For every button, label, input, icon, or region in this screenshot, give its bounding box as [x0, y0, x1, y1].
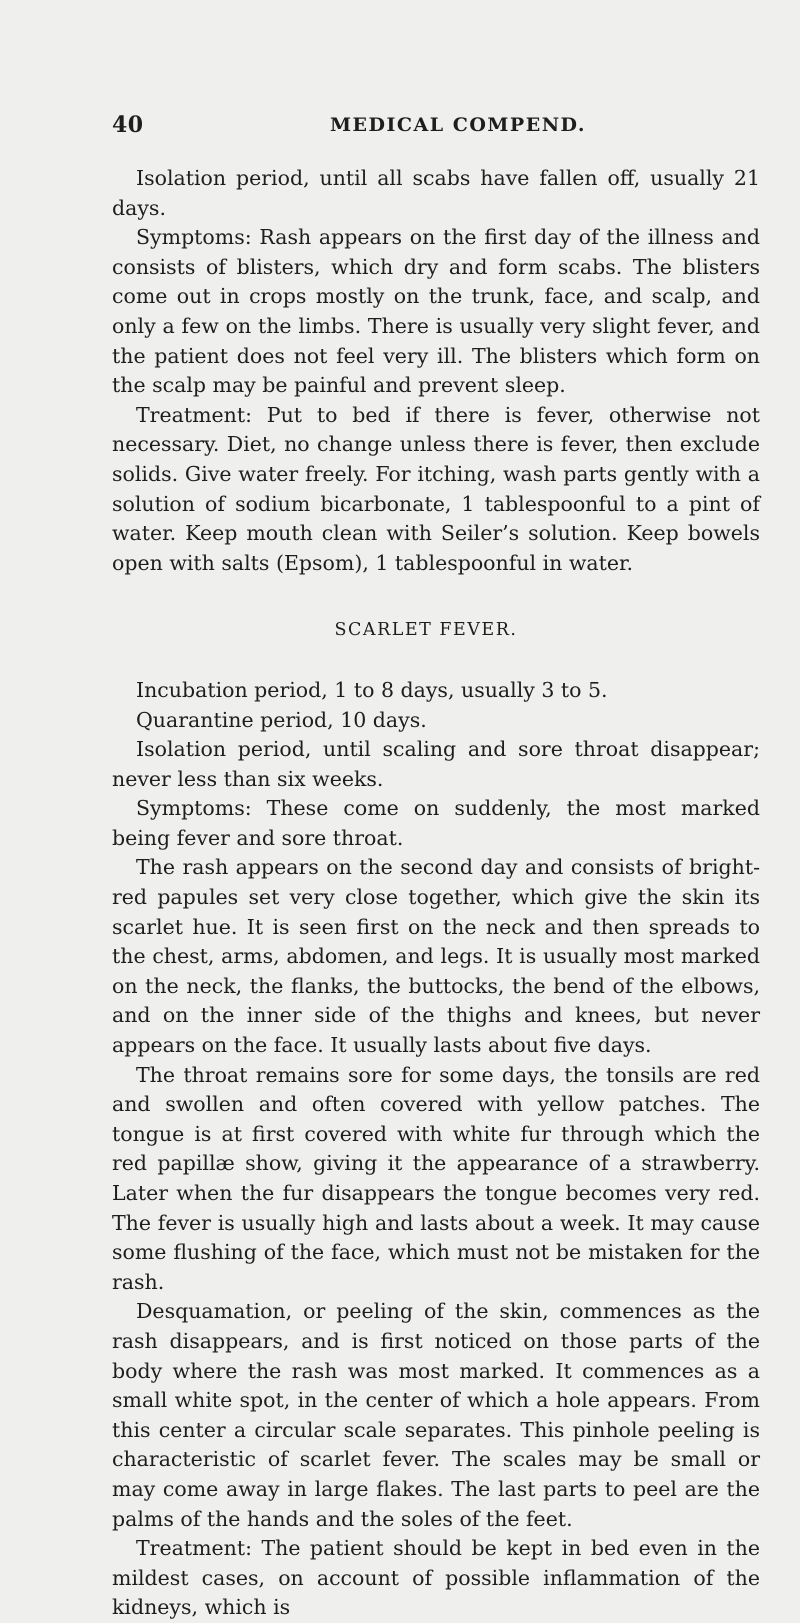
desquamation-paragraph: Desquamation, or peeling of the skin, commences as the rash disappears, and is first noticed on those parts of the body where the rash was most marked. It commences as a small white spot, in the center of which a hole appears. From this center a circular scale separates. This pinhole peeling is characteristic of scarlet fever. The scales may be small or may come away in large flakes. The last parts to peel are the palms of the hands and the soles of the feet. — [112, 1299, 760, 1531]
treatment-paragraph: Treatment: Put to bed if there is fever, otherwise not necessary. Diet, no change unless there is fever, then exclude solids. Give water freely. For itching, wash parts gently with a solution of sodium bicarbonate, 1 tablespoonful to a pint of water. Keep mouth clean with Seiler’s solution. Keep bowels open with salts (Epsom), 1 tablespoonful in water. — [112, 402, 760, 575]
incubation-paragraph: Incubation period, 1 to 8 days, usually 3 to 5. — [136, 677, 608, 702]
throat-paragraph: The throat remains sore for some days, the tonsils are red and swollen and often covered with yellow patches. The tongue is at first covered with white fur through which the red papillæ show, giving it the appearance of a strawberry. Later when the fur disappears the tongue becomes very red. The fever is usually high and lasts about a week. It may cause some flushing of the face, which must not be mistaken for the rash. — [112, 1062, 760, 1294]
scarlet-treatment-paragraph: Treatment: The patient should be kept in bed even in the mildest cases, on account of possible inflammation of the kidneys, which is — [112, 1536, 760, 1620]
rash-paragraph: The rash appears on the second day and consists of bright-red papules set very close together, which give the skin its scarlet hue. It is seen first on the neck and then spreads to the chest, arms, abdomen, and legs. It is usually most marked on the neck, the flanks, the buttocks, the bend of the elbows, and on the inner side of the thighs and knees, but never appears on the face. It usually lasts about five days. — [112, 855, 760, 1058]
page-body — [112, 164, 760, 1623]
symptoms-onset-paragraph: Symptoms: These come on suddenly, the most marked being fever and sore throat. — [112, 796, 760, 850]
page-header — [112, 112, 712, 142]
section-heading: SCARLET FEVER. — [334, 620, 518, 641]
page-number: 40 — [112, 112, 144, 138]
quarantine-paragraph: Quarantine period, 10 days. — [136, 707, 427, 732]
isolation-paragraph: Isolation period, until all scabs have fallen off, usually 21 days. — [112, 166, 760, 220]
isolation-period-paragraph: Isolation period, until scaling and sore throat disappear; never less than six weeks. — [112, 737, 760, 791]
symptoms-paragraph: Symptoms: Rash appears on the first day of the illness and consists of blisters, which dry and form scabs. The blisters come out in crops mostly on the trunk, face, and scalp, and only a few on the limbs. There is usually very slight fever, and the patient does not feel very ill. The blisters which form on the scalp may be painful and prevent sleep. — [112, 225, 760, 398]
running-head: MEDICAL COMPEND. — [330, 114, 586, 136]
